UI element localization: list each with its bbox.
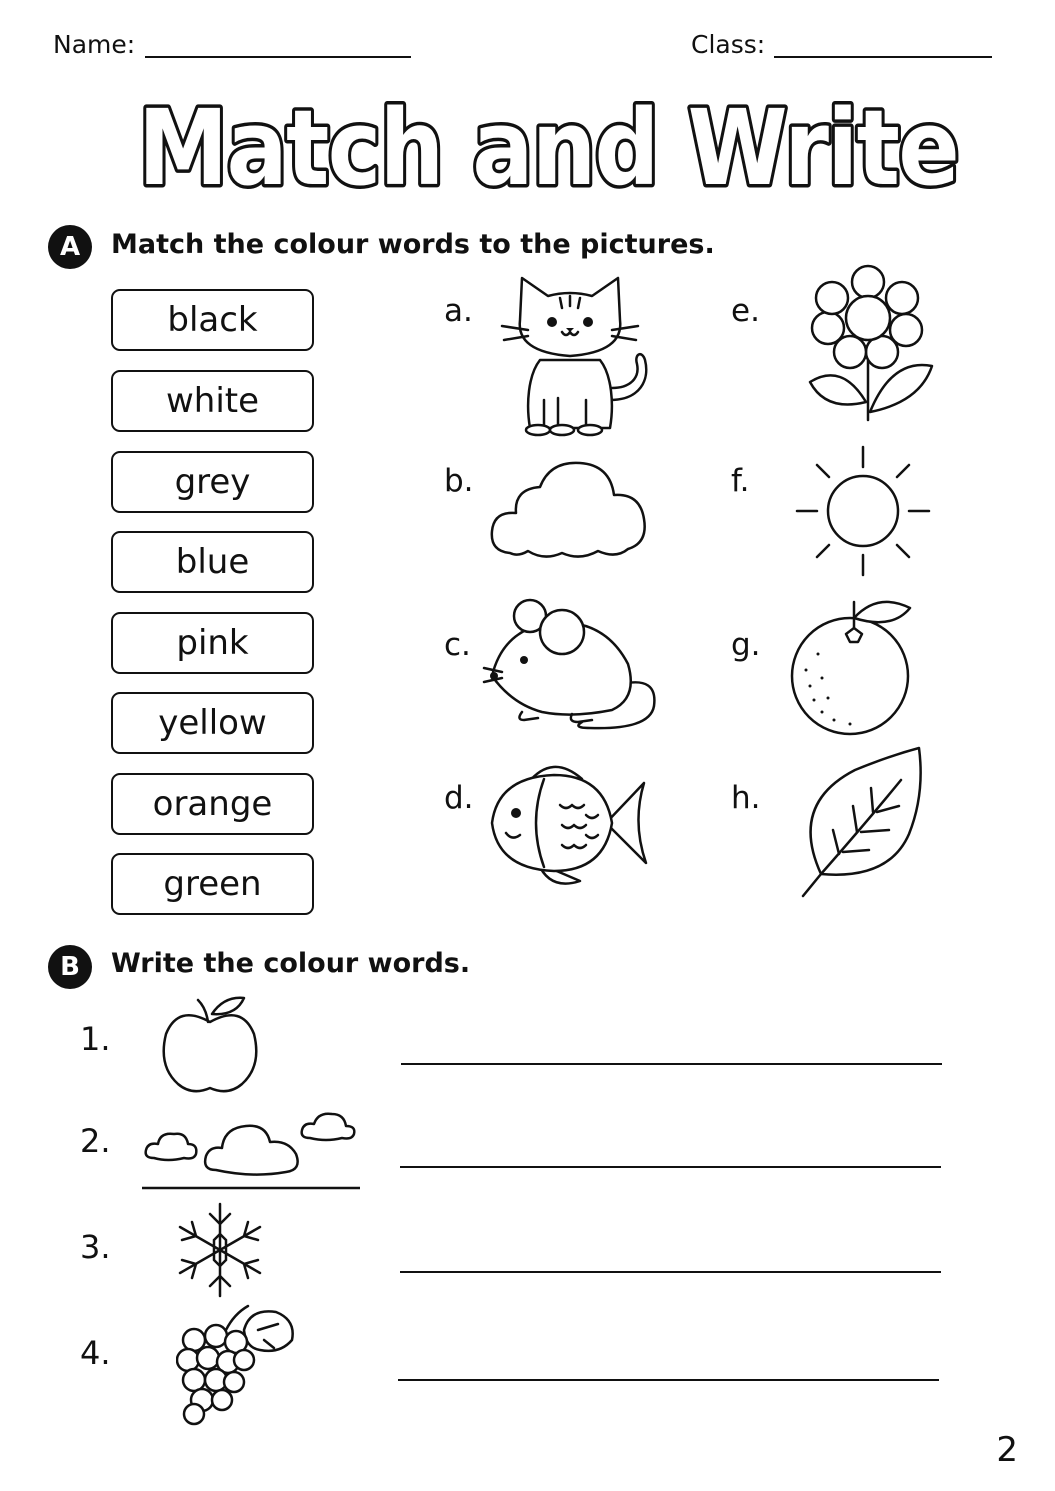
picture-label-g: g. [731,627,761,663]
item-number-1: 1. [80,1020,111,1058]
word-box-grey[interactable]: grey [111,451,314,513]
cloud-icon [488,457,650,563]
answer-line-4[interactable] [398,1379,939,1381]
section-b-instruction: Write the colour words. [111,948,471,979]
leaf-icon [799,744,927,900]
page-title [0,80,1055,210]
item-number-3: 3. [80,1228,111,1266]
section-b-badge: B [48,945,92,989]
word-box-white[interactable]: white [111,370,314,432]
mouse-icon [482,594,662,736]
word-box-pink[interactable]: pink [111,612,314,674]
page-title-text: Match and Write [138,87,958,209]
sun-icon [795,445,931,581]
word-box-black[interactable]: black [111,289,314,351]
page-number: 2 [996,1430,1018,1470]
picture-label-a: a. [444,293,473,329]
fish-icon [488,753,650,893]
grapes-icon [176,1304,298,1426]
apple-icon [158,994,264,1096]
name-label: Name: [53,30,136,59]
picture-label-f: f. [731,463,750,499]
class-field[interactable] [774,56,992,58]
section-a-badge: A [48,225,92,269]
picture-label-h: h. [731,780,761,816]
answer-line-3[interactable] [400,1271,941,1273]
name-field[interactable] [145,56,411,58]
orange-icon [788,598,914,738]
item-number-2: 2. [80,1122,111,1160]
picture-label-b: b. [444,463,474,499]
clouds-icon [140,1108,362,1192]
answer-line-1[interactable] [401,1063,942,1065]
word-box-blue[interactable]: blue [111,531,314,593]
snowflake-icon [170,1200,270,1300]
item-number-4: 4. [80,1334,111,1372]
section-a-instruction: Match the colour words to the pictures. [111,229,715,260]
word-box-orange[interactable]: orange [111,773,314,835]
answer-line-2[interactable] [400,1166,941,1168]
cat-icon [500,270,660,440]
word-box-yellow[interactable]: yellow [111,692,314,754]
flower-icon [802,262,942,426]
class-label: Class: [691,30,766,59]
picture-label-c: c. [444,627,471,663]
picture-label-e: e. [731,293,760,329]
picture-label-d: d. [444,780,474,816]
word-box-green[interactable]: green [111,853,314,915]
